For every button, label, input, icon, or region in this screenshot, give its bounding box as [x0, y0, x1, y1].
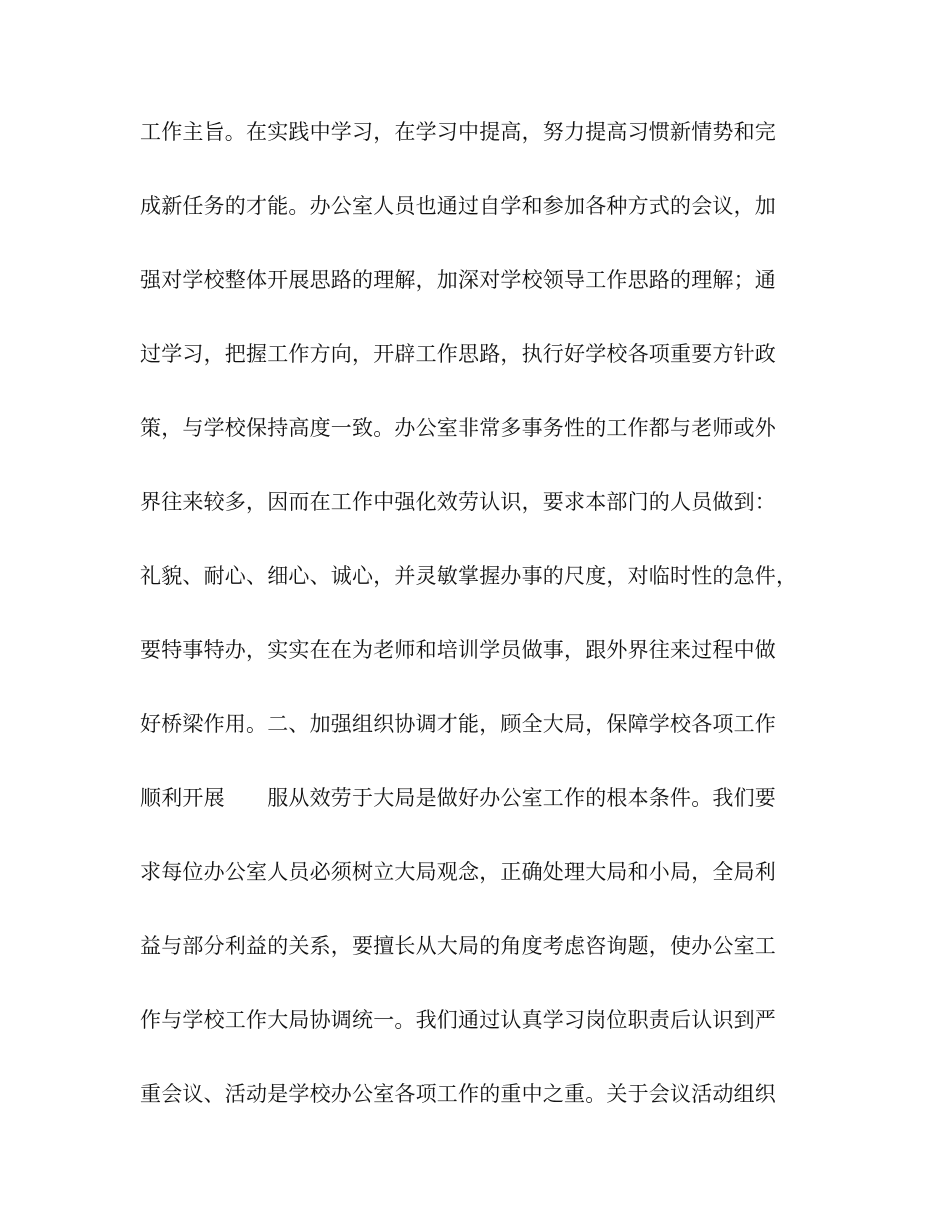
text-line: 过学习，把握工作方向，开辟工作思路，执行好学校各项重要方针政	[140, 342, 776, 366]
text-line: 顺利开展 服从效劳于大局是做好办公室工作的根本条件。我们要	[140, 786, 776, 810]
text-line: 好桥梁作用。二、加强组织协调才能，顾全大局，保障学校各项工作	[140, 712, 776, 736]
text-line: 礼貌、耐心、细心、诚心，并灵敏掌握办事的尺度，对临时性的急件，	[140, 564, 798, 588]
text-line: 作与学校工作大局协调统一。我们通过认真学习岗位职责后认识到严	[140, 1008, 776, 1032]
text-line: 重会议、活动是学校办公室各项工作的重中之重。关于会议活动组织	[140, 1082, 776, 1106]
text-line: 要特事特办，实实在在为老师和培训学员做事，跟外界往来过程中做	[140, 638, 776, 662]
text-line: 界往来较多，因而在工作中强化效劳认识，要求本部门的人员做到：	[140, 490, 776, 514]
text-line: 工作主旨。在实践中学习，在学习中提高，努力提高习惯新情势和完	[140, 120, 776, 144]
text-line: 成新任务的才能。办公室人员也通过自学和参加各种方式的会议，加	[140, 194, 776, 218]
text-line: 策，与学校保持高度一致。办公室非常多事务性的工作都与老师或外	[140, 416, 776, 440]
text-line: 益与部分利益的关系，要擅长从大局的角度考虑咨询题，使办公室工	[140, 934, 776, 958]
body-text	[140, 120, 830, 1156]
text-line: 求每位办公室人员必须树立大局观念，正确处理大局和小局，全局利	[140, 860, 776, 884]
text-line: 强对学校整体开展思路的理解，加深对学校领导工作思路的理解；通	[140, 268, 776, 292]
